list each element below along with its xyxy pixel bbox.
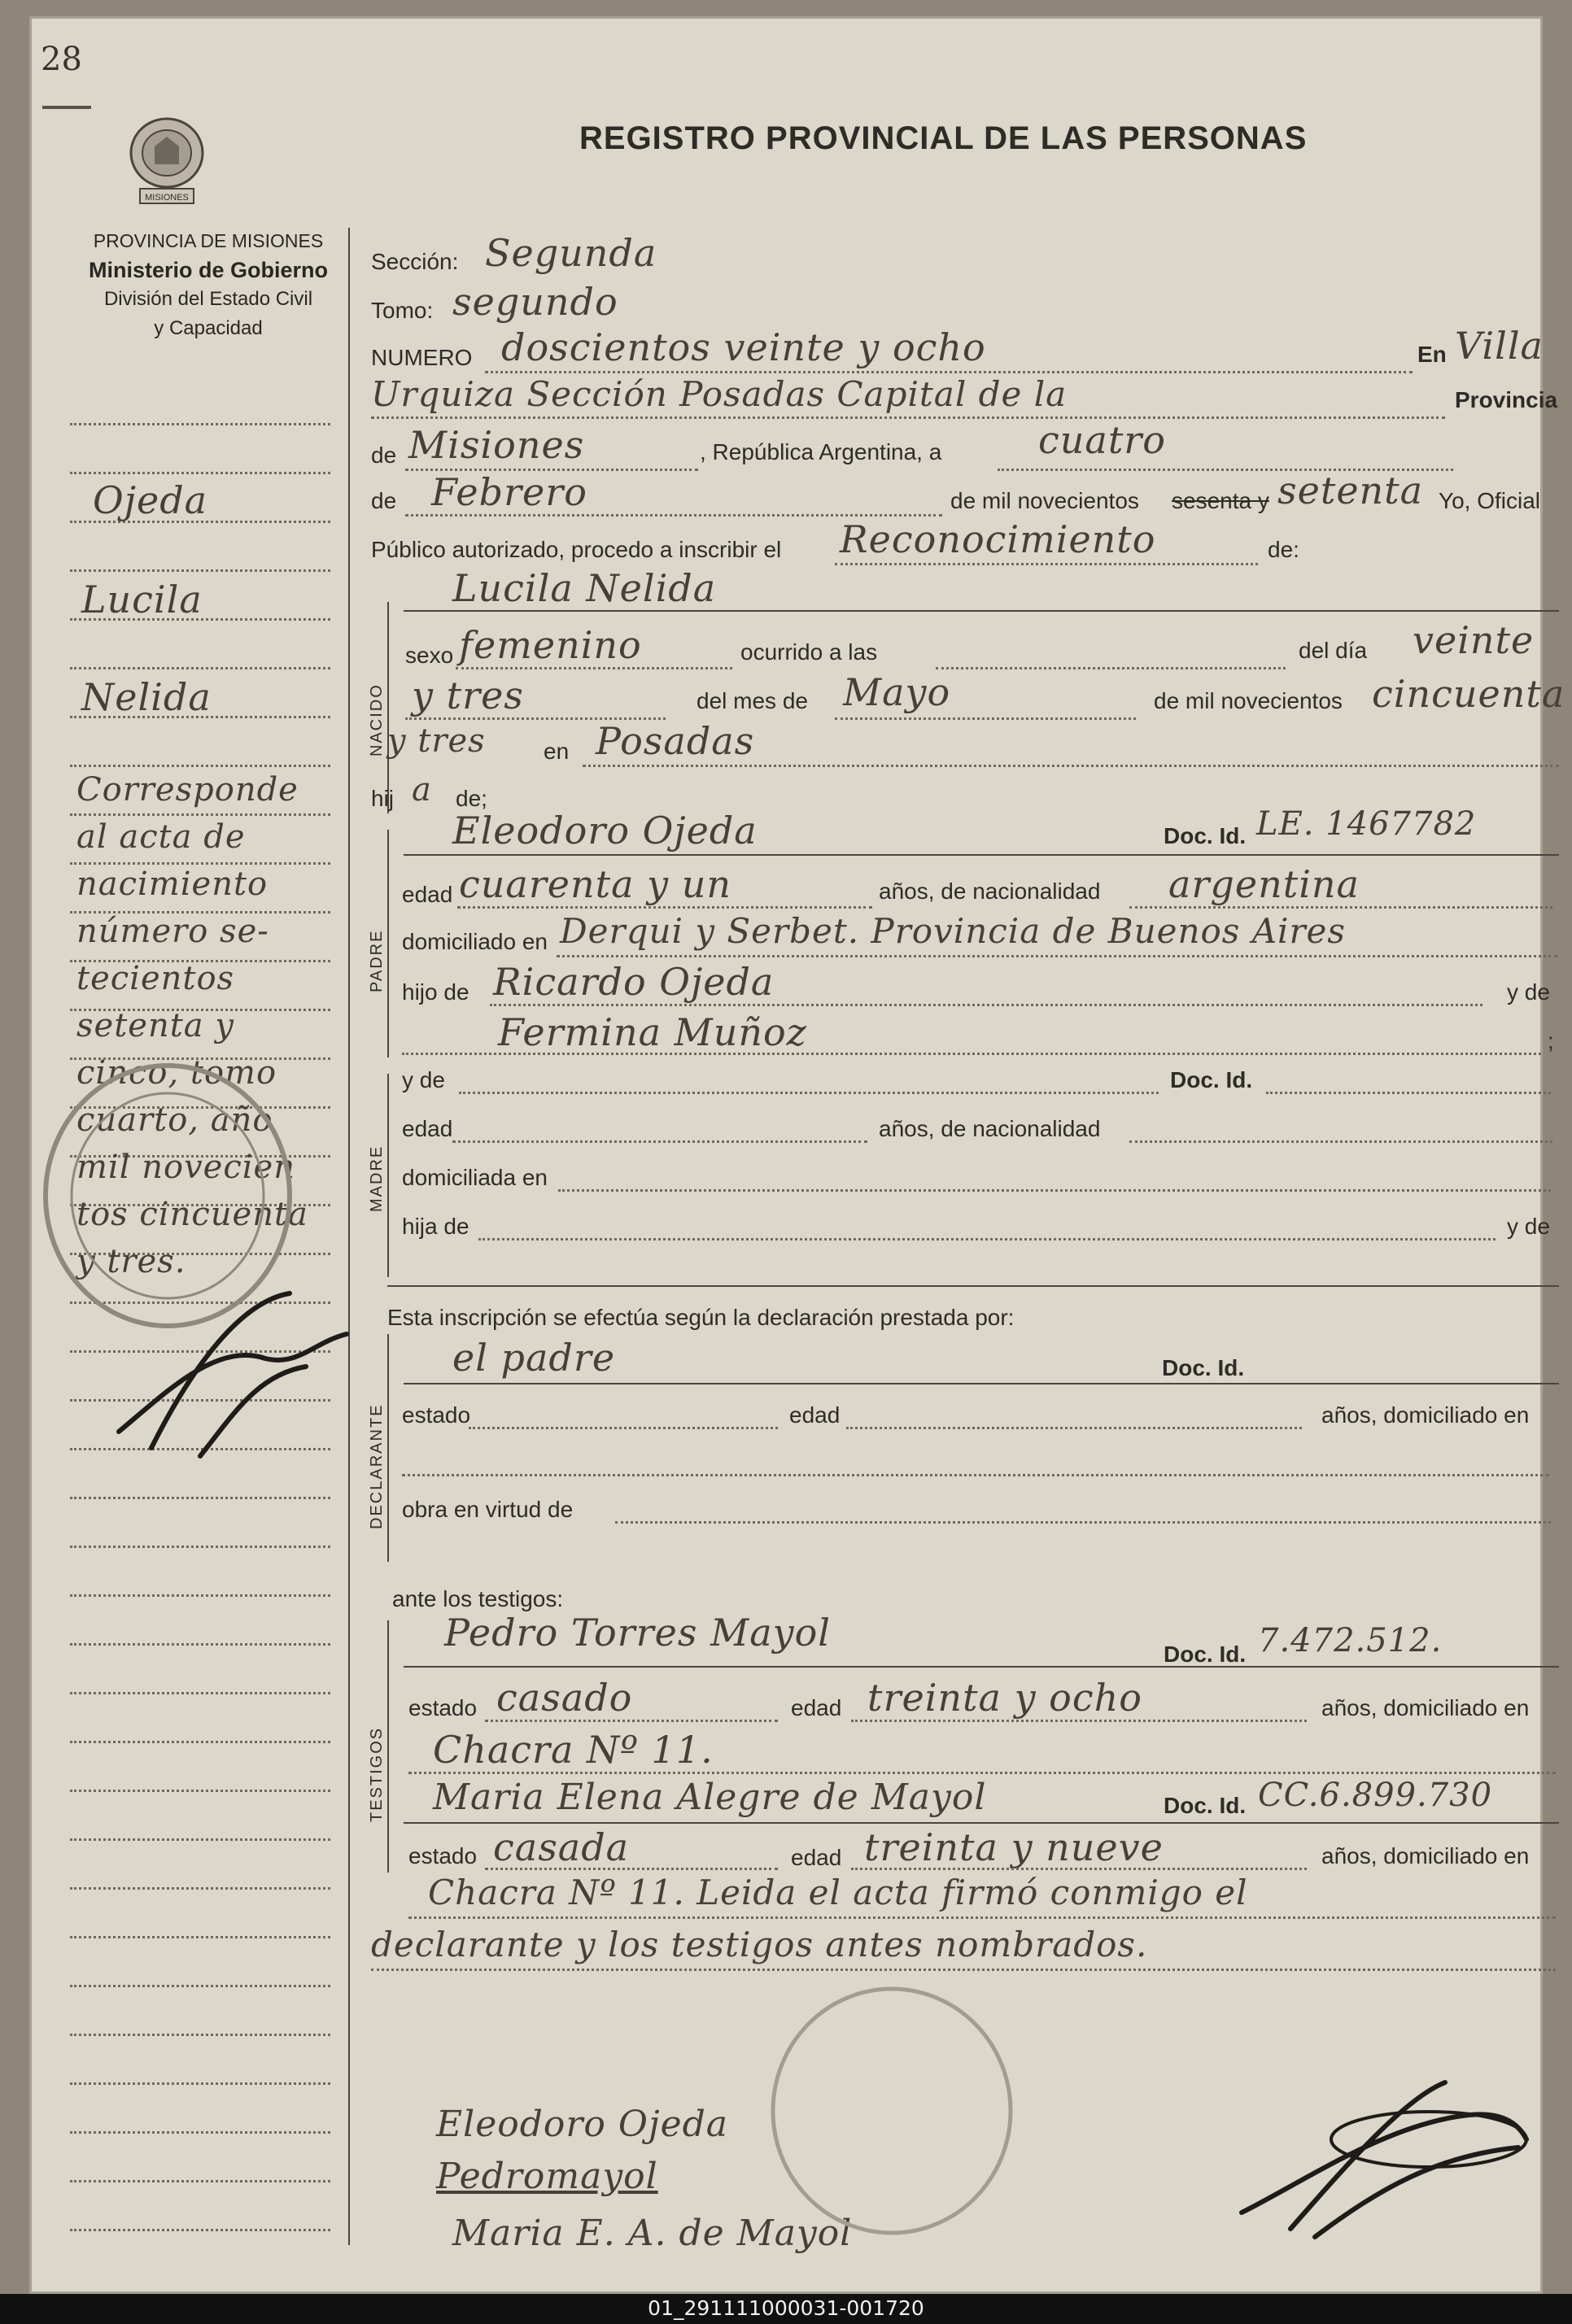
declarante-edad-label: edad [789, 1402, 841, 1428]
testigo2-doc-label: Doc. Id. [1164, 1793, 1247, 1818]
margin-line [70, 813, 330, 816]
signature-testigo-1: Pedromayol [436, 2156, 658, 2197]
de-label: de [371, 443, 397, 468]
hij-de-label: de; [456, 786, 487, 811]
sexo-value: femenino [459, 623, 642, 667]
margin-line [70, 1838, 330, 1841]
padre-name: Eleodoro Ojeda [452, 809, 758, 852]
seccion-label: Sección: [371, 249, 459, 274]
dia-value-nacido: veinte [1413, 618, 1535, 662]
margin-annotation-line: Corresponde [76, 771, 299, 809]
dia-value-2: y tres [412, 674, 524, 717]
testigo1-doc-value: 7.472.512. [1258, 1622, 1443, 1659]
padre-doc-value: LE. 1467782 [1256, 805, 1477, 843]
madre-section-label: MADRE [368, 1145, 386, 1212]
tomo-value: segundo [452, 280, 618, 324]
madre-y-de-label-2: y de [1507, 1214, 1550, 1239]
signature-declarante: Eleodoro Ojeda [436, 2104, 729, 2145]
numero-label: NUMERO [371, 345, 473, 370]
padre-domicilio-label: domiciliado en [402, 929, 548, 954]
testigo1-domicilio-label: años, domiciliado en [1321, 1695, 1530, 1720]
madre-y-de-label: y de [402, 1067, 445, 1092]
declarante-estado-label: estado [402, 1402, 471, 1428]
madre-doc-label: Doc. Id. [1170, 1067, 1253, 1092]
testigo1-domicilio-value: Chacra Nº 11. [433, 1728, 714, 1772]
del-dia-label: del día [1299, 638, 1368, 663]
page-number: 28 [41, 41, 82, 78]
padre-section-label: PADRE [368, 929, 386, 992]
madre-hija-de-label: hija de [402, 1214, 469, 1239]
testigo1-name: Pedro Torres Mayol [444, 1611, 832, 1655]
hijo-de-label: hijo de [402, 979, 469, 1005]
province-name: PROVINCIA DE MISIONES [93, 230, 324, 251]
testigo1-estado-label: estado [408, 1695, 478, 1720]
margin-line [70, 1985, 330, 1987]
mil-label: de mil novecientos [950, 488, 1139, 513]
margin-line [70, 1692, 330, 1694]
margin-line [70, 765, 330, 767]
abuelo-value: Ricardo Ojeda [493, 960, 775, 1004]
anio-value: setenta [1277, 469, 1424, 512]
acto-value: Reconocimiento [840, 517, 1156, 561]
testigo1-doc-label: Doc. Id. [1164, 1642, 1247, 1667]
testigo2-edad-value: treinta y nueve [864, 1825, 1164, 1869]
declarante-doc-label: Doc. Id. [1162, 1355, 1245, 1380]
testigo2-edad-label: edad [791, 1845, 842, 1870]
en-value: Villa [1455, 324, 1544, 368]
padre-doc-label: Doc. Id. [1164, 823, 1247, 848]
en-label: En [1417, 342, 1447, 367]
margin-line [70, 2034, 330, 2036]
de-colon-label: de: [1268, 537, 1299, 562]
margin-line [70, 2229, 330, 2231]
declarante-section-label: DECLARANTE [368, 1403, 386, 1529]
testigo2-name: Maria Elena Alegre de Mayol [433, 1777, 987, 1818]
stamp-bottom [762, 1977, 1022, 2249]
sesenta-struck: sesenta y [1172, 488, 1269, 513]
republica-label: , República Argentina, a [700, 439, 942, 464]
mes-value: Febrero [431, 470, 587, 514]
margin-line [70, 1790, 330, 1792]
margin-annotation-line: mil novecien [76, 1149, 295, 1186]
declarante-name: el padre [452, 1336, 616, 1380]
division-line-1: División del Estado Civil [103, 288, 313, 310]
mes-nacido-value: Mayo [843, 670, 951, 714]
issuing-office [54, 226, 363, 343]
testigo1-estado-value: casado [496, 1676, 633, 1720]
padre-domicilio-value: Derqui y Serbet. Provincia de Buenos Aires [560, 911, 1346, 951]
abuela-value: Fermina Muñoz [498, 1010, 807, 1054]
madre-nacionalidad-label: años, de nacionalidad [879, 1116, 1101, 1141]
ministry-name: Ministerio de Gobierno [88, 258, 329, 282]
testigo1-edad-label: edad [791, 1695, 842, 1720]
margin-line [70, 2180, 330, 2182]
padre-nacionalidad-label: años, de nacionalidad [879, 879, 1101, 904]
provincia-value: Misiones [408, 423, 585, 467]
padre-nacionalidad-value: argentina [1168, 862, 1360, 906]
division-line-2: y Capacidad [154, 317, 263, 339]
en-lugar-label: en [544, 739, 570, 764]
margin-line [70, 1936, 330, 1938]
declarante-domicilio-label: años, domiciliado en [1321, 1402, 1530, 1428]
closing-text: declarante y los testigos antes nombrados. [371, 1925, 1148, 1964]
lugar-value: Posadas [596, 719, 755, 763]
nacido-name: Lucila Nelida [452, 566, 717, 610]
margin-divider [348, 228, 350, 2245]
publico-label: Público autorizado, procedo a inscribir el [371, 537, 782, 562]
testigos-intro: ante los testigos: [392, 1586, 564, 1611]
registry-page [29, 16, 1565, 2294]
mil-nacido-label: de mil novecientos [1154, 688, 1343, 713]
sexo-label: sexo [405, 643, 454, 668]
hij-label: hij [371, 786, 395, 811]
mes-label: de [371, 488, 397, 513]
testigo2-domicilio-value: Chacra Nº 11. Leida el acta firmó conmigo el [428, 1873, 1248, 1912]
margin-annotation-line: tos cincuenta [76, 1196, 308, 1233]
testigo2-domicilio-label: años, domiciliado en [1321, 1843, 1530, 1868]
margin-annotation-line: tecientos [76, 960, 235, 997]
margin-line [70, 862, 330, 865]
seal-label: MISIONES [145, 193, 189, 203]
testigo2-doc-value: CC.6.899.730 [1258, 1777, 1493, 1814]
margin-annotation-line: setenta y [76, 1007, 234, 1044]
tomo-label: Tomo: [371, 298, 434, 323]
margin-line [70, 2131, 330, 2134]
padre-y-de-label: y de [1507, 979, 1550, 1005]
provincia-label: Provincia [1455, 387, 1558, 412]
margin-line [70, 1546, 330, 1548]
margin-line [70, 2082, 330, 2085]
declarante-intro: Esta inscripción se efectúa según la declaración prestada por: [387, 1305, 1015, 1330]
margin-line [70, 1497, 330, 1499]
margin-annotation-line: al acta de [76, 818, 246, 856]
margin-line [70, 1887, 330, 1890]
padre-edad-value: cuarenta y un [459, 862, 732, 906]
margin-line [70, 423, 330, 425]
hij-suffix: a [412, 771, 432, 809]
signature-testigo-2: Maria E. A. de Mayol [452, 2213, 853, 2254]
testigo2-estado-label: estado [408, 1843, 478, 1868]
margin-line [70, 667, 330, 669]
obra-label: obra en virtud de [402, 1497, 574, 1522]
del-mes-label: del mes de [696, 688, 808, 713]
document-title: REGISTRO PROVINCIAL DE LAS PERSONAS [579, 120, 1308, 156]
anio-nacido-value: cincuenta [1372, 672, 1565, 716]
seccion-value: Segunda [485, 231, 657, 275]
coat-of-arms-seal [122, 114, 212, 220]
ocurrido-label: ocurrido a las [740, 639, 878, 665]
margin-annotation-line: cuarto, año [76, 1101, 273, 1139]
place-line: Urquiza Sección Posadas Capital de la [371, 374, 1068, 414]
margin-line [70, 472, 330, 474]
madre-edad-label: edad [402, 1116, 453, 1141]
margin-line [70, 569, 330, 572]
margin-line [70, 1594, 330, 1597]
margin-annotation-line: nacimiento [76, 866, 269, 903]
official-signature-bottom [1225, 2066, 1551, 2257]
page-number-underline [42, 106, 91, 109]
official-signature-margin [103, 1269, 371, 1485]
margin-annotation-line: cinco, tomo [76, 1054, 277, 1092]
margin-first-name: Lucila [81, 578, 203, 621]
margin-line [70, 1741, 330, 1743]
margin-second-name: Nelida [81, 675, 212, 719]
padre-edad-label: edad [402, 882, 453, 907]
margin-annotation-line: número se- [76, 913, 269, 950]
numero-value: doscientos veinte y ocho [501, 325, 986, 369]
testigo1-edad-value: treinta y ocho [867, 1676, 1142, 1720]
image-identifier: 01_291111000031-001720 [648, 2296, 924, 2320]
margin-annotation-line: y tres. [76, 1243, 186, 1280]
margin-surname: Ojeda [93, 478, 208, 522]
madre-domicilio-label: domiciliada en [402, 1165, 548, 1190]
padre-semicolon: ; [1548, 1028, 1554, 1053]
nacido-section-label: NACIDO [368, 683, 386, 756]
yo-oficial-label: Yo, Oficial [1439, 488, 1541, 513]
testigo2-estado-value: casada [493, 1825, 630, 1869]
anio-nacido-value-2: y tres [387, 722, 486, 760]
testigos-section-label: TESTIGOS [368, 1726, 386, 1822]
margin-line [70, 1643, 330, 1646]
dia-value: cuatro [1038, 418, 1166, 462]
